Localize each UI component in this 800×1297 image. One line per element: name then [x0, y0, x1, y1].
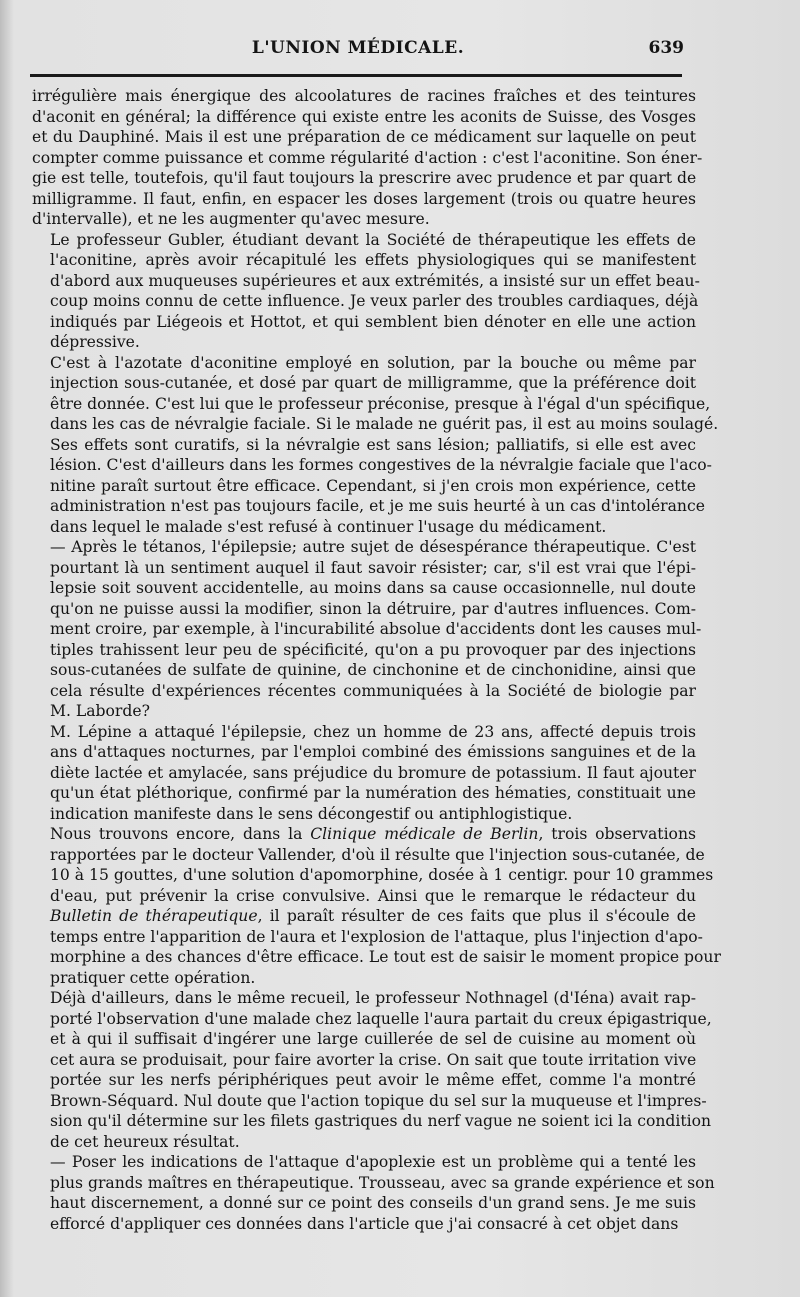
text-line: diète lactée et amylacée, sans préjudice du bromure de potassium. Il faut ajouter — [50, 763, 696, 782]
text-line: pourtant là un sentiment auquel il faut savoir résister; car, s'il est vrai que l'épi- — [50, 558, 696, 577]
paragraph — [32, 722, 696, 825]
text-line: Le professeur Gubler, étudiant devant la Société de thérapeutique les effets de — [50, 230, 696, 249]
paragraph — [32, 1152, 715, 1234]
text-line: morphine a des chances d'être efficace. Le tout est de saisir le moment propice pour — [50, 948, 721, 966]
paragraph — [32, 86, 703, 230]
text-line: d'aconit en général; la différence qui existe entre les aconits de Suisse, des Vosges — [32, 107, 696, 126]
text-line: Brown-Séquard. Nul doute que l'action topique du sel sur la muqueuse et l'impres- — [50, 1091, 707, 1110]
text-line: et du Dauphiné. Mais il est une préparation de ce médicament sur laquelle on peut — [32, 128, 696, 146]
text-line: M. Laborde? — [50, 702, 150, 720]
text-line: de cet heureux résultat. — [50, 1132, 240, 1151]
text-line: Bulletin de thérapeutique, il paraît résulter de ces faits que plus il s'écoule de — [50, 907, 696, 925]
text-line: dans lequel le malade s'est refusé à continuer l'usage du médicament. — [50, 517, 607, 536]
text-line: tiples trahissent leur peu de spécificité, qu'on a pu provoquer par des injections — [50, 640, 696, 659]
text-line: 10 à 15 gouttes, d'une solution d'apomorphine, dosée à 1 centigr. pour 10 grammes — [50, 866, 714, 884]
text-line: sion qu'il détermine sur les filets gastriques du nerf vague ne soient ici la condition — [50, 1112, 712, 1130]
paragraph — [32, 824, 721, 988]
text-line: ment croire, par exemple, à l'incurabilité absolue d'accidents dont les causes mul- — [50, 620, 702, 638]
text-line: milligramme. Il faut, enfin, en espacer les doses largement (trois ou quatre heures — [32, 189, 696, 208]
text-line: d'abord aux muqueuses supérieures et aux extrémités, a insisté sur un effet beau- — [50, 271, 700, 290]
text-line: Ses effets sont curatifs, si la névralgie est sans lésion; palliatifs, si elle est avec — [50, 435, 696, 454]
paragraph — [32, 988, 712, 1152]
text-line: l'aconitine, après avoir récapitulé les effets physiologiques qui se manifestent — [50, 251, 696, 269]
text-line: lepsie soit souvent accidentelle, au moins dans sa cause occasionnelle, nul doute — [50, 579, 696, 597]
running-title: L'UNION MÉDICALE. — [251, 38, 465, 58]
paragraph — [32, 230, 700, 353]
text-line: efforcé d'appliquer ces données dans l'article que j'ai consacré à cet objet dans — [50, 1214, 679, 1233]
header-rule — [30, 74, 682, 77]
text-line: injection sous-cutanée, et dosé par quart de milligramme, que la préférence doit — [50, 374, 696, 392]
text-line: M. Lépine a attaqué l'épilepsie, chez un homme de 23 ans, affecté depuis trois — [50, 722, 696, 741]
text-line: lésion. C'est d'ailleurs dans les formes congestives de la névralgie faciale que l'aco- — [50, 456, 712, 474]
text-line: haut discernement, a donné sur ce point des conseils d'un grand sens. Je me suis — [50, 1194, 696, 1212]
text-line: dans les cas de névralgie faciale. Si le malade ne guérit pas, il est au moins soulagé. — [50, 415, 719, 433]
text-line: d'intervalle), et ne les augmenter qu'avec mesure. — [32, 210, 430, 228]
paragraph — [32, 537, 702, 722]
text-line: dépressive. — [50, 333, 140, 351]
text-line: indication manifeste dans le sens décongestif ou antiphlogistique. — [50, 804, 573, 823]
text-line: porté l'observation d'une malade chez laquelle l'aura partait du creux épigastrique, — [50, 1009, 712, 1028]
text-line: C'est à l'azotate d'aconitine employé en solution, par la bouche ou même par — [50, 353, 696, 372]
text-line: qu'un état pléthorique, confirmé par la numération des hématies, constituait une — [50, 784, 696, 802]
paragraph — [32, 353, 719, 538]
page-number: 639 — [648, 38, 684, 58]
text-line: irrégulière mais énergique des alcoolatures de racines fraîches et des teintures — [32, 87, 696, 105]
body-text — [32, 86, 721, 1234]
text-line: pratiquer cette opération. — [50, 968, 256, 987]
text-line: indiqués par Liégeois et Hottot, et qui semblent bien dénoter en elle une action — [50, 312, 696, 331]
text-line: nitine paraît surtout être efficace. Cependant, si j'en crois mon expérience, cette — [50, 476, 696, 495]
page-header — [32, 38, 684, 62]
text-line: coup moins connu de cette influence. Je veux parler des troubles cardiaques, déjà — [50, 292, 699, 310]
text-line: ans d'attaques nocturnes, par l'emploi combiné des émissions sanguines et de la — [50, 743, 696, 761]
text-line: et à qui il suffisait d'ingérer une large cuillerée de sel de cuisine au moment où — [50, 1030, 696, 1048]
text-line: sous-cutanées de sulfate de quinine, de cinchonine et de cinchonidine, ainsi que — [50, 661, 696, 679]
text-line: être donnée. C'est lui que le professeur préconise, presque à l'égal d'un spécifique, — [50, 394, 711, 413]
text-line: rapportées par le docteur Vallender, d'où il résulte que l'injection sous-cutanée, de — [50, 845, 705, 864]
text-line: — Poser les indications de l'attaque d'apoplexie est un problème qui a tenté les — [50, 1153, 696, 1171]
text-line: Déjà d'ailleurs, dans le même recueil, le professeur Nothnagel (d'Iéna) avait rap- — [50, 989, 696, 1007]
text-line: cet aura se produisait, pour faire avorter la crise. On sait que toute irritation vive — [50, 1050, 697, 1069]
text-line: qu'on ne puisse aussi la modifier, sinon la détruire, par d'autres influences. Com- — [50, 599, 696, 618]
text-line: d'eau, put prévenir la crise convulsive. Ainsi que le remarque le rédacteur du — [50, 886, 696, 905]
text-line: — Après le tétanos, l'épilepsie; autre sujet de désespérance thérapeutique. C'est — [50, 538, 696, 556]
text-line: gie est telle, toutefois, qu'il faut toujours la prescrire avec prudence et par quart de — [32, 169, 697, 187]
text-line: Nous trouvons encore, dans la Clinique médicale de Berlin, trois observations — [50, 825, 696, 843]
text-line: cela résulte d'expériences récentes communiquées à la Société de biologie par — [50, 681, 696, 700]
text-line: plus grands maîtres en thérapeutique. Trousseau, avec sa grande expérience et son — [50, 1173, 715, 1192]
text-line: portée sur les nerfs périphériques peut avoir le même effet, comme l'a montré — [50, 1071, 696, 1089]
text-line: administration n'est pas toujours facile, et je me suis heurté à un cas d'intolérance — [50, 497, 705, 515]
text-line: temps entre l'apparition de l'aura et l'explosion de l'attaque, plus l'injection d'apo- — [50, 927, 703, 946]
text-line: compter comme puissance et comme régularité d'action : c'est l'aconitine. Son éner- — [32, 148, 703, 167]
